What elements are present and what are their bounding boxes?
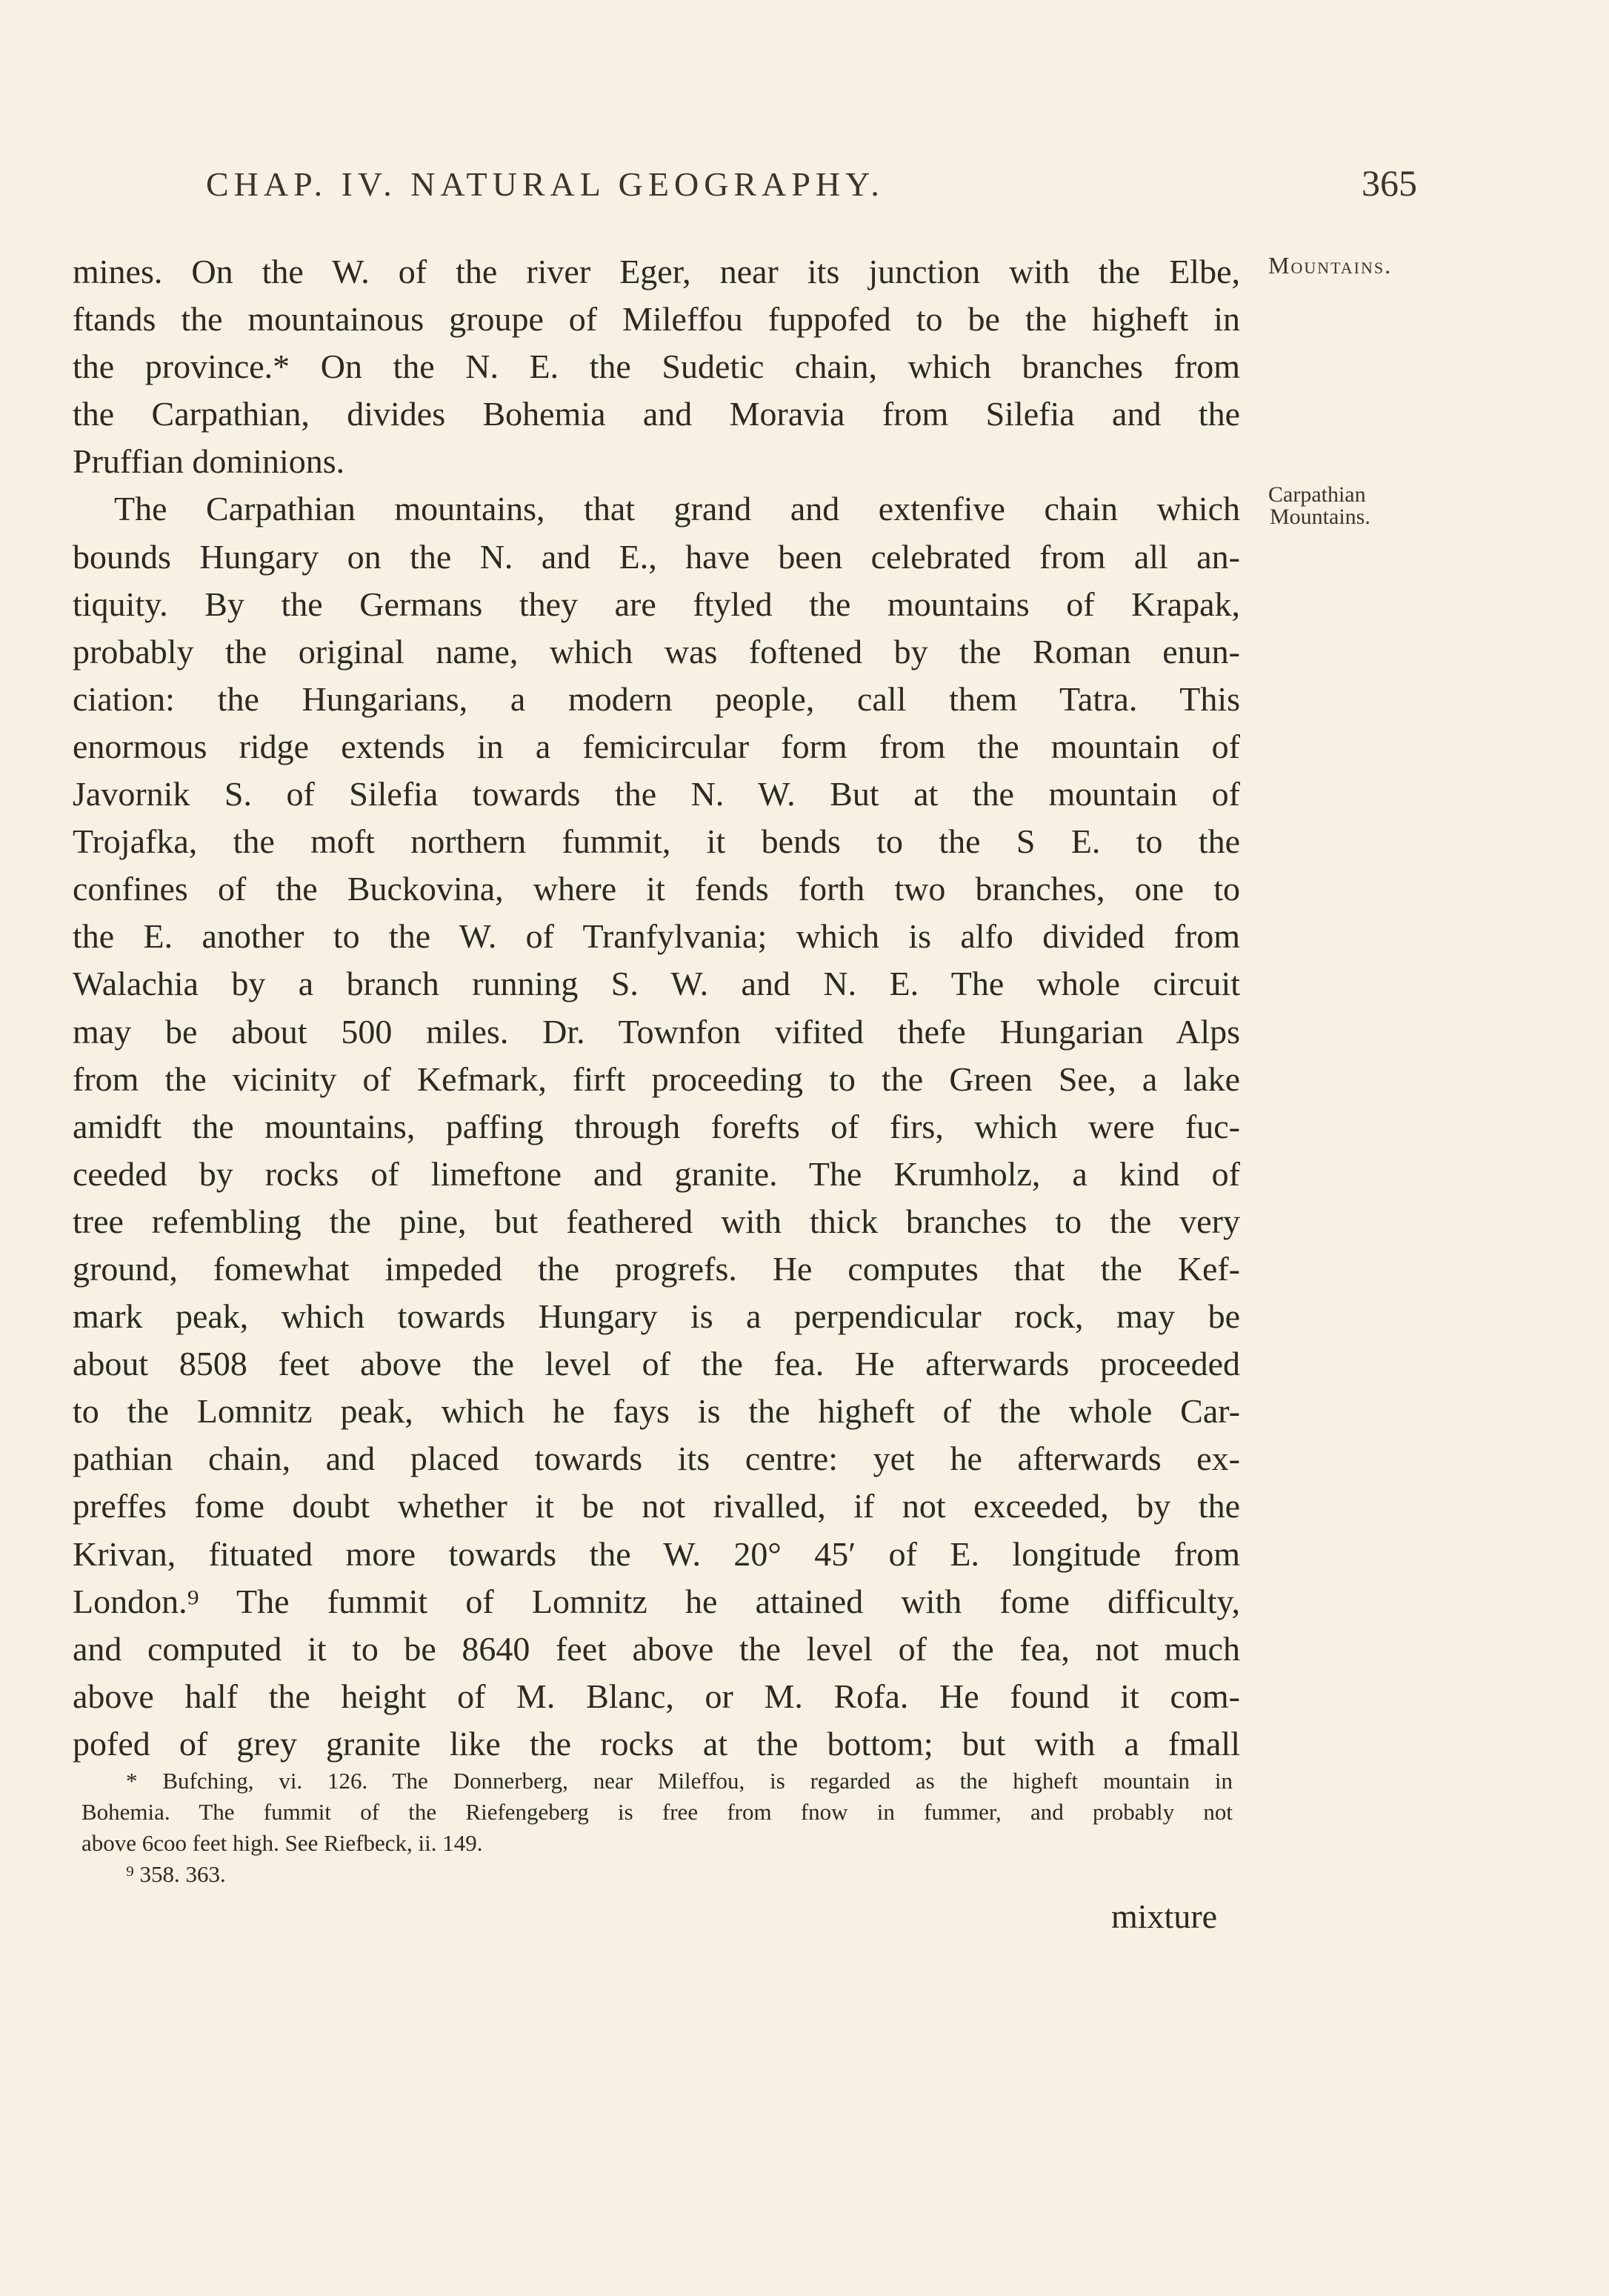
text-line: the Carpathian, divides Bohemia and Moravia from Silefia and the bbox=[73, 395, 1240, 433]
footnote-line: ⁹ 358. 363. bbox=[126, 1861, 226, 1887]
catchword: mixture bbox=[1111, 1897, 1218, 1935]
text-line: pathian chain, and placed towards its centre: yet he afterwards ex- bbox=[73, 1440, 1240, 1478]
text-line: ceeded by rocks of limeftone and granite. The Krumholz, a kind of bbox=[73, 1154, 1240, 1193]
text-line: ground, fomewhat impeded the progrefs. He computes that the Kef- bbox=[73, 1249, 1240, 1288]
page-number: 365 bbox=[1362, 162, 1417, 204]
text-line: from the vicinity of Kefmark, firft proceeding to the Green See, a lake bbox=[73, 1059, 1240, 1098]
text-line: may be about 500 miles. Dr. Townfon vifited thefe Hungarian Alps bbox=[73, 1012, 1240, 1051]
text-line: Walachia by a branch running S. W. and N. E. The whole circuit bbox=[73, 965, 1240, 1003]
footnote-line: Bohemia. The fummit of the Riefengeberg is free from fnow in fummer, and probably not bbox=[81, 1799, 1233, 1825]
text-line: Javornik S. of Silefia towards the N. W. But at the mountain of bbox=[73, 775, 1240, 813]
text-line: confines of the Buckovina, where it fends forth two branches, one to bbox=[73, 870, 1240, 908]
footnote-line: above 6coo feet high. See Riefbeck, ii. 149. bbox=[81, 1830, 483, 1856]
text-line: Pruffian dominions. bbox=[73, 442, 345, 481]
footnote-line: * Bufching, vi. 126. The Donnerberg, near Mileffou, is regarded as the higheft mountain in bbox=[126, 1768, 1233, 1794]
margin-note-mountains: Mountains. bbox=[1268, 252, 1393, 279]
text-line: mark peak, which towards Hungary is a perpendicular rock, may be bbox=[73, 1297, 1240, 1336]
text-line: the province.* On the N. E. the Sudetic chain, which branches from bbox=[73, 347, 1240, 386]
text-line: London.⁹ The fummit of Lomnitz he attained with fome difficulty, bbox=[73, 1582, 1240, 1620]
text-line: to the Lomnitz peak, which he fays is the higheft of the whole Car- bbox=[73, 1392, 1240, 1431]
text-line: ftands the mountainous groupe of Mileffou fuppofed to be the higheft in bbox=[73, 300, 1240, 339]
text-line: ciation: the Hungarians, a modern people, call them Tatra. This bbox=[73, 679, 1240, 718]
text-line: mines. On the W. of the river Eger, near its junction with the Elbe, bbox=[73, 253, 1240, 290]
running-head: CHAP. IV. NATURAL GEOGRAPHY. bbox=[206, 165, 885, 203]
margin-note-carpathian bbox=[1268, 484, 1370, 528]
text-line: and computed it to be 8640 feet above the level of the fea, not much bbox=[73, 1629, 1240, 1668]
footnotes bbox=[81, 1766, 1233, 1890]
text-line: pofed of grey granite like the rocks at the bottom; but with a fmall bbox=[73, 1724, 1240, 1763]
text-line: Trojafka, the moft northern fummit, it bends to the S E. to the bbox=[73, 822, 1240, 861]
text-line: enormous ridge extends in a femicircular form from the mountain of bbox=[73, 727, 1240, 765]
text-line: probably the original name, which was foftened by the Roman enun- bbox=[73, 632, 1240, 671]
body-text bbox=[73, 248, 1240, 1768]
text-line: preffes fome doubt whether it be not rivalled, if not exceeded, by the bbox=[73, 1487, 1240, 1525]
text-line: tree refembling the pine, but feathered with thick branches to the very bbox=[73, 1202, 1240, 1240]
text-line: above half the height of M. Blanc, or M. Rofa. He found it com- bbox=[73, 1677, 1240, 1715]
margin-note-line: Mountains. bbox=[1270, 505, 1370, 529]
text-line: the E. another to the W. of Tranfylvania; which is alfo divided from bbox=[73, 917, 1240, 956]
text-line: The Carpathian mountains, that grand and extenfive chain which bbox=[114, 490, 1240, 528]
margin-note-line: Carpathian bbox=[1268, 482, 1366, 507]
text-line: amidft the mountains, paffing through forefts of firs, which were fuc- bbox=[73, 1107, 1240, 1145]
text-line: bounds Hungary on the N. and E., have been celebrated from all an- bbox=[73, 537, 1240, 576]
text-line: tiquity. By the Germans they are ftyled the mountains of Krapak, bbox=[73, 585, 1240, 623]
text-line: Krivan, fituated more towards the W. 20° 45′ of E. longitude from bbox=[73, 1534, 1240, 1573]
text-line: about 8508 feet above the level of the fea. He afterwards proceeded bbox=[73, 1345, 1240, 1383]
